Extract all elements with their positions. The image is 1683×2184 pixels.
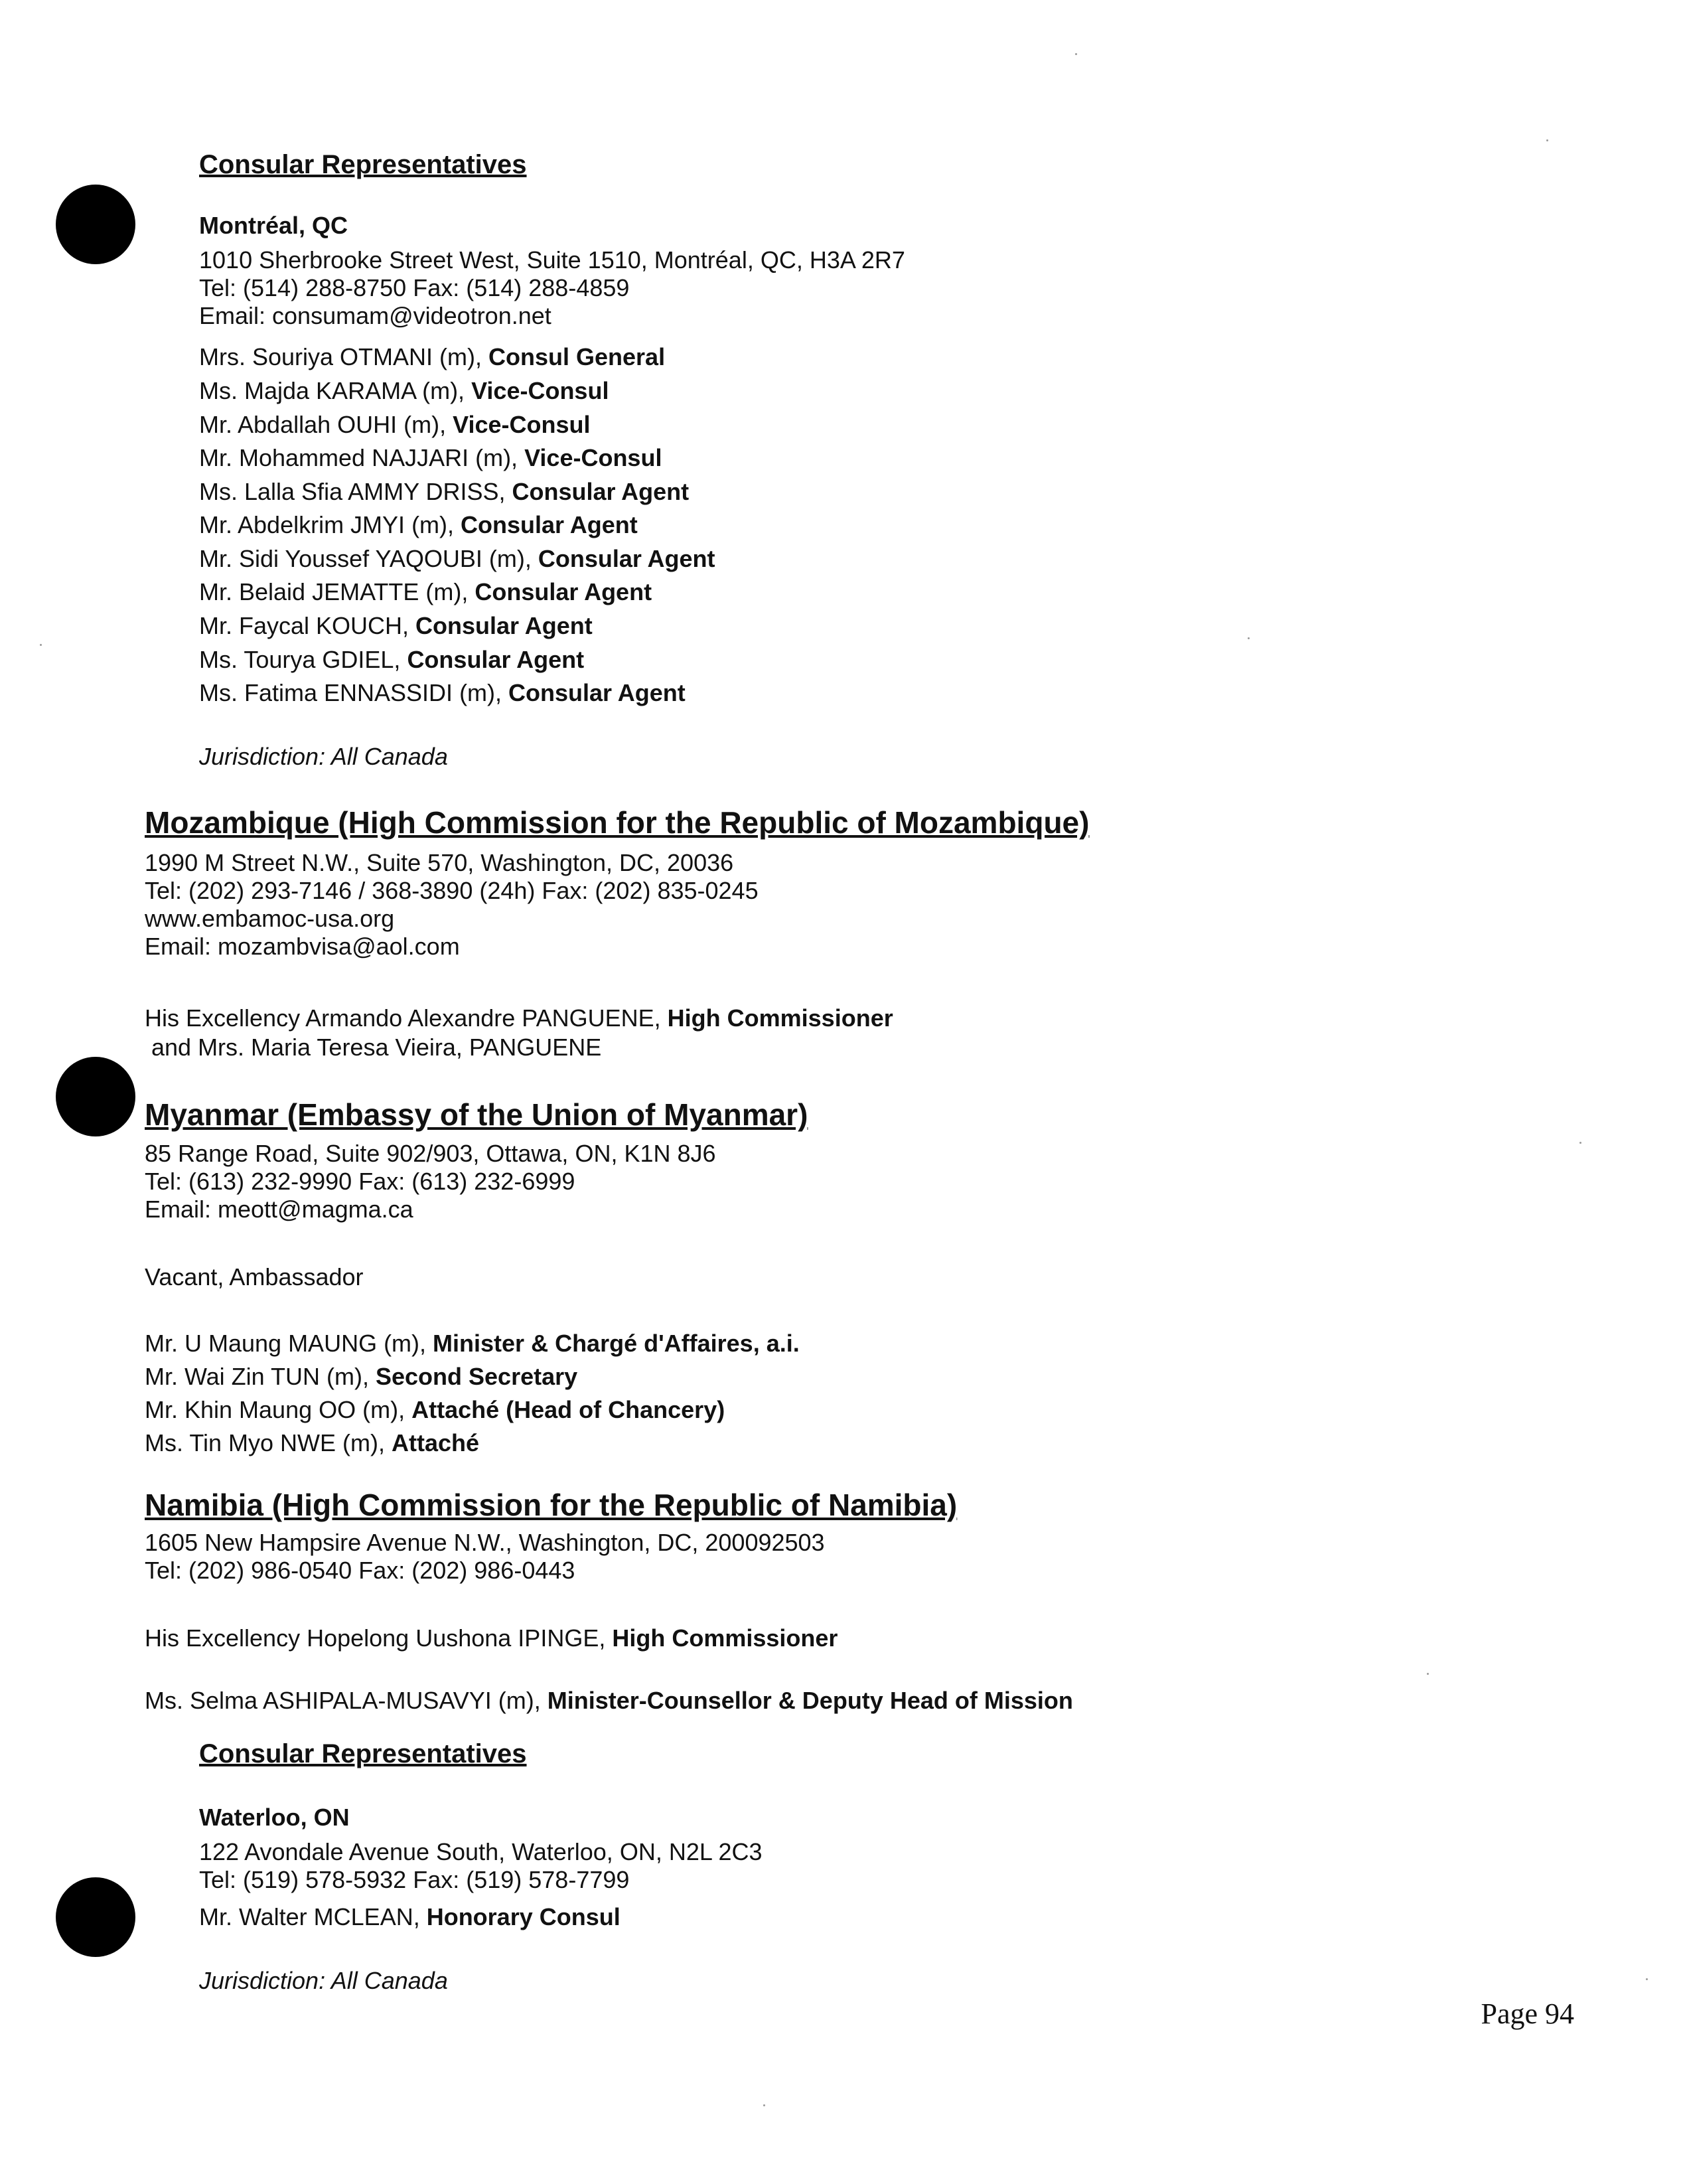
tel-fax: Tel: (514) 288-8750 Fax: (514) 288-4859 xyxy=(199,274,630,301)
email: Email: consumam@videotron.net xyxy=(199,302,551,329)
punch-hole-2 xyxy=(56,1057,135,1136)
ambassador: Vacant, Ambassador xyxy=(145,1263,364,1290)
website: www.embamoc-usa.org xyxy=(145,905,395,932)
address: 1990 M Street N.W., Suite 570, Washington, DC, 20036 xyxy=(145,849,734,876)
staff-row: Ms. Fatima ENNASSIDI (m), Consular Agent xyxy=(199,679,686,706)
address: 1605 New Hampsire Avenue N.W., Washington, DC, 200092503 xyxy=(145,1529,825,1556)
staff-row: Mr. U Maung MAUNG (m), Minister & Chargé d'Affaires, a.i. xyxy=(145,1330,800,1357)
country-heading: Myanmar (Embassy of the Union of Myanmar) xyxy=(145,1097,808,1132)
tel-fax: Tel: (613) 232-9990 Fax: (613) 232-6999 xyxy=(145,1168,575,1195)
deputy-head: Ms. Selma ASHIPALA-MUSAVYI (m), Minister-Counsellor & Deputy Head of Mission xyxy=(145,1687,1073,1714)
spouse: and Mrs. Maria Teresa Vieira, PANGUENE xyxy=(151,1034,602,1061)
city-label: Waterloo, ON xyxy=(199,1804,350,1831)
email: Email: meott@magma.ca xyxy=(145,1196,413,1223)
head-of-mission: His Excellency Hopelong Uushona IPINGE, High Commissioner xyxy=(145,1624,838,1652)
punch-hole-1 xyxy=(56,185,135,264)
staff-row: Mr. Belaid JEMATTE (m), Consular Agent xyxy=(199,578,652,605)
staff-row: Ms. Majda KARAMA (m), Vice-Consul xyxy=(199,377,609,404)
staff-row: Mr. Abdallah OUHI (m), Vice-Consul xyxy=(199,411,591,438)
staff-row: Mr. Sidi Youssef YAQOUBI (m), Consular Agent xyxy=(199,545,715,572)
staff-row: Mr. Khin Maung OO (m), Attaché (Head of Chancery) xyxy=(145,1396,725,1423)
staff-row: Mr. Wai Zin TUN (m), Second Secretary xyxy=(145,1363,578,1390)
section-heading: Consular Representatives xyxy=(199,150,527,179)
tel-fax: Tel: (519) 578-5932 Fax: (519) 578-7799 xyxy=(199,1866,630,1893)
honorary-consul: Mr. Walter MCLEAN, Honorary Consul xyxy=(199,1903,621,1930)
staff-row: Ms. Tin Myo NWE (m), Attaché xyxy=(145,1429,480,1456)
jurisdiction: Jurisdiction: All Canada xyxy=(199,1967,448,1994)
address: 85 Range Road, Suite 902/903, Ottawa, ON, K1N 8J6 xyxy=(145,1140,716,1167)
staff-row: Mr. Abdelkrim JMYI (m), Consular Agent xyxy=(199,511,638,538)
punch-hole-3 xyxy=(56,1877,135,1957)
staff-row: Mr. Mohammed NAJJARI (m), Vice-Consul xyxy=(199,444,662,471)
staff-row: Mrs. Souriya OTMANI (m), Consul General xyxy=(199,343,666,370)
address: 1010 Sherbrooke Street West, Suite 1510, Montréal, QC, H3A 2R7 xyxy=(199,246,905,273)
page-number: Page 94 xyxy=(1481,1997,1574,2030)
country-heading: Mozambique (High Commission for the Republic of Mozambique) xyxy=(145,805,1090,840)
jurisdiction: Jurisdiction: All Canada xyxy=(199,743,448,770)
country-heading: Namibia (High Commission for the Republic of Namibia) xyxy=(145,1488,958,1522)
email: Email: mozambvisa@aol.com xyxy=(145,933,460,960)
head-of-mission: His Excellency Armando Alexandre PANGUENE, High Commissioner xyxy=(145,1004,893,1032)
address: 122 Avondale Avenue South, Waterloo, ON, N2L 2C3 xyxy=(199,1838,763,1865)
section-heading: Consular Representatives xyxy=(199,1739,527,1768)
tel-fax: Tel: (202) 986-0540 Fax: (202) 986-0443 xyxy=(145,1557,575,1584)
staff-row: Ms. Tourya GDIEL, Consular Agent xyxy=(199,646,585,673)
city-label: Montréal, QC xyxy=(199,212,348,239)
staff-row: Ms. Lalla Sfia AMMY DRISS, Consular Agent xyxy=(199,478,690,505)
tel-fax: Tel: (202) 293-7146 / 368-3890 (24h) Fax: (202) 835-0245 xyxy=(145,877,759,904)
staff-row: Mr. Faycal KOUCH, Consular Agent xyxy=(199,612,593,639)
